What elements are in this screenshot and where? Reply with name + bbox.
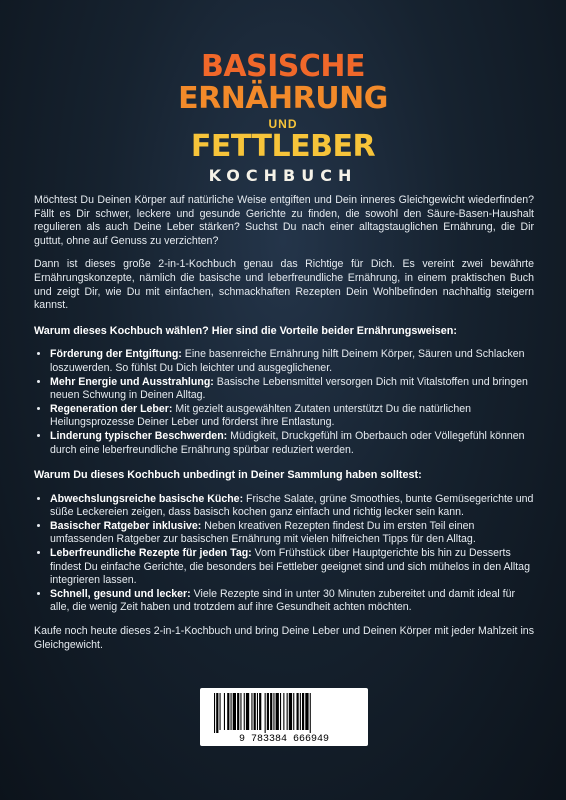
barcode-bar xyxy=(287,693,288,730)
barcode-bar xyxy=(224,693,225,730)
list-item-label: Linderung typischer Beschwerden: xyxy=(50,429,228,442)
list-item xyxy=(50,348,534,375)
barcode-icon xyxy=(200,688,368,746)
list-item-text: Mit gezielt ausgewählten Zutaten unterstützt Du die natürlichen Heilungsprozesse Deiner Leber und förderst ihre Entlastung. xyxy=(50,402,472,429)
list-item-text: Viele Rezepte sind in unter 30 Minuten zubereitet und damit ideal für alle, die wenig Zeit haben und trotzdem auf ihre Gesundheit achten möchten. xyxy=(50,587,515,614)
barcode-bar xyxy=(257,693,258,730)
barcode-bar xyxy=(302,693,304,730)
isbn-barcode xyxy=(200,688,368,746)
title-line-ernaehrung: ERNÄHRUNG xyxy=(178,81,388,116)
barcode-bar xyxy=(244,693,245,730)
barcode-bar xyxy=(227,693,229,730)
barcode-bar xyxy=(237,693,239,730)
closing-paragraph: Kaufe noch heute dieses 2-in-1-Kochbuch und bring Deine Leber und Deinen Körper mit jeder Mahlzeit ins Gleichgewicht. xyxy=(34,625,534,651)
section2-heading: Warum Du dieses Kochbuch unbedingt in Deiner Sammlung haben solltest: xyxy=(34,469,422,482)
intro-paragraph-1: Möchtest Du Deinen Körper auf natürliche Weise entgiften und Dein inneres Gleichgewicht wiederfinden? Fällt es Dir schwer, leckere und gesunde Gerichte zu finden, die sowohl den Säure-Basen-Haushalt regulieren als auch Deine Leber stärken? Suchst Du nach einer alltagstauglichen Ernährung, die Dir guttut, ohne auf Genuss zu verzichten? xyxy=(34,194,534,247)
barcode-bar xyxy=(280,693,281,730)
section1-list xyxy=(34,348,534,457)
barcode-digits: 9 783384 666949 xyxy=(238,734,330,745)
list-item-label: Abwechslungsreiche basische Küche: xyxy=(50,492,244,505)
list-item xyxy=(50,430,534,457)
list-item-label: Förderung der Entgiftung: xyxy=(50,348,182,361)
list-item-label: Basischer Ratgeber inklusive: xyxy=(50,519,202,532)
barcode-bar xyxy=(270,693,272,730)
intro-paragraph-2: Dann ist dieses große 2-in-1-Kochbuch genau das Richtige für Dich. Es vereint zwei bewährte Ernährungskonzepte, nämlich die basische und leberfreundliche Ernährung, in einem praktischen Buch und zeigt Dir, wie Du mit einfachen, schmackhaften Rezepten Dein Wohlbefinden nachhaltig steigern kannst. xyxy=(34,258,534,312)
list-item-text: Müdigkeit, Druckgefühl im Oberbauch oder Völlegefühl können durch eine leberfreundliche Ernährung spürbar reduziert werden. xyxy=(50,429,525,456)
title-line-basische: BASISCHE xyxy=(200,49,366,84)
list-item-text: Basische Lebensmittel versorgen Dich mit Vitalstoffen und bringen neuen Schwung in Deinen Alltag. xyxy=(50,375,528,402)
barcode-bar xyxy=(233,693,236,730)
barcode-bar xyxy=(289,693,292,730)
barcode-bar xyxy=(300,693,301,730)
barcode-bar xyxy=(305,693,308,730)
title-line-und: UND xyxy=(268,117,298,131)
title-line-kochbuch: KOCHBUCH xyxy=(208,166,358,185)
barcode-bar xyxy=(273,693,274,730)
list-item-label: Schnell, gesund und lecker: xyxy=(50,587,191,600)
list-item-label: Regeneration der Leber: xyxy=(50,402,173,415)
list-item xyxy=(50,520,534,547)
title-line-fettleber: FETTLEBER xyxy=(190,129,376,164)
blurb-text xyxy=(34,194,534,662)
barcode-bar xyxy=(214,693,215,733)
barcode-bar xyxy=(297,693,299,730)
barcode-bar xyxy=(246,693,249,730)
cover-title xyxy=(0,49,566,185)
barcode-bar xyxy=(254,693,256,730)
barcode-bar xyxy=(310,693,311,733)
list-item xyxy=(50,376,534,403)
list-item xyxy=(50,403,534,430)
barcode-bar xyxy=(220,693,221,730)
barcode-bar xyxy=(283,693,284,730)
barcode-bar xyxy=(251,693,252,730)
barcode-bar xyxy=(240,693,241,730)
barcode-bar xyxy=(231,693,232,730)
barcode-bar xyxy=(276,693,279,730)
list-item-text: Eine basenreiche Ernährung hilft Deinem Körper, Säuren und Schlacken loszuwerden. So fühlst Du Dich leichter und ausgeglichener. xyxy=(50,348,525,374)
list-item-text: Neben kreativen Rezepten findest Du im ersten Teil einen umfassenden Ratgeber zur basischen Ernährung mit vielen hilfreichen Tipps für den Alltag. xyxy=(50,519,476,546)
list-item-text: Vom Frühstück über Hauptgerichte bis hin zu Desserts findest Du einfache Gerichte, die besonders bei Fettleber geeignet sind und sich mühelos in den Alltag integrieren lassen. xyxy=(50,547,530,587)
list-item xyxy=(50,547,534,588)
list-item-text: Frische Salate, grüne Smoothies, bunte Gemüsegerichte und süße Leckereien zeigen, dass basisch kochen ganz einfach und richtig lecker sein kann. xyxy=(50,492,534,519)
barcode-bar xyxy=(267,693,269,730)
list-item-label: Mehr Energie und Ausstrahlung: xyxy=(50,375,214,388)
section2-list xyxy=(34,493,534,615)
list-item xyxy=(50,588,534,615)
section1-heading: Warum dieses Kochbuch wählen? Hier sind die Vorteile beider Ernährungsweisen: xyxy=(34,324,457,337)
list-item xyxy=(50,493,534,520)
barcode-bar xyxy=(216,693,218,733)
barcode-bar xyxy=(259,693,261,730)
list-item-label: Leberfreundliche Rezepte für jeden Tag: xyxy=(50,547,252,560)
barcode-bar xyxy=(293,693,294,730)
barcode-bar xyxy=(265,693,266,733)
